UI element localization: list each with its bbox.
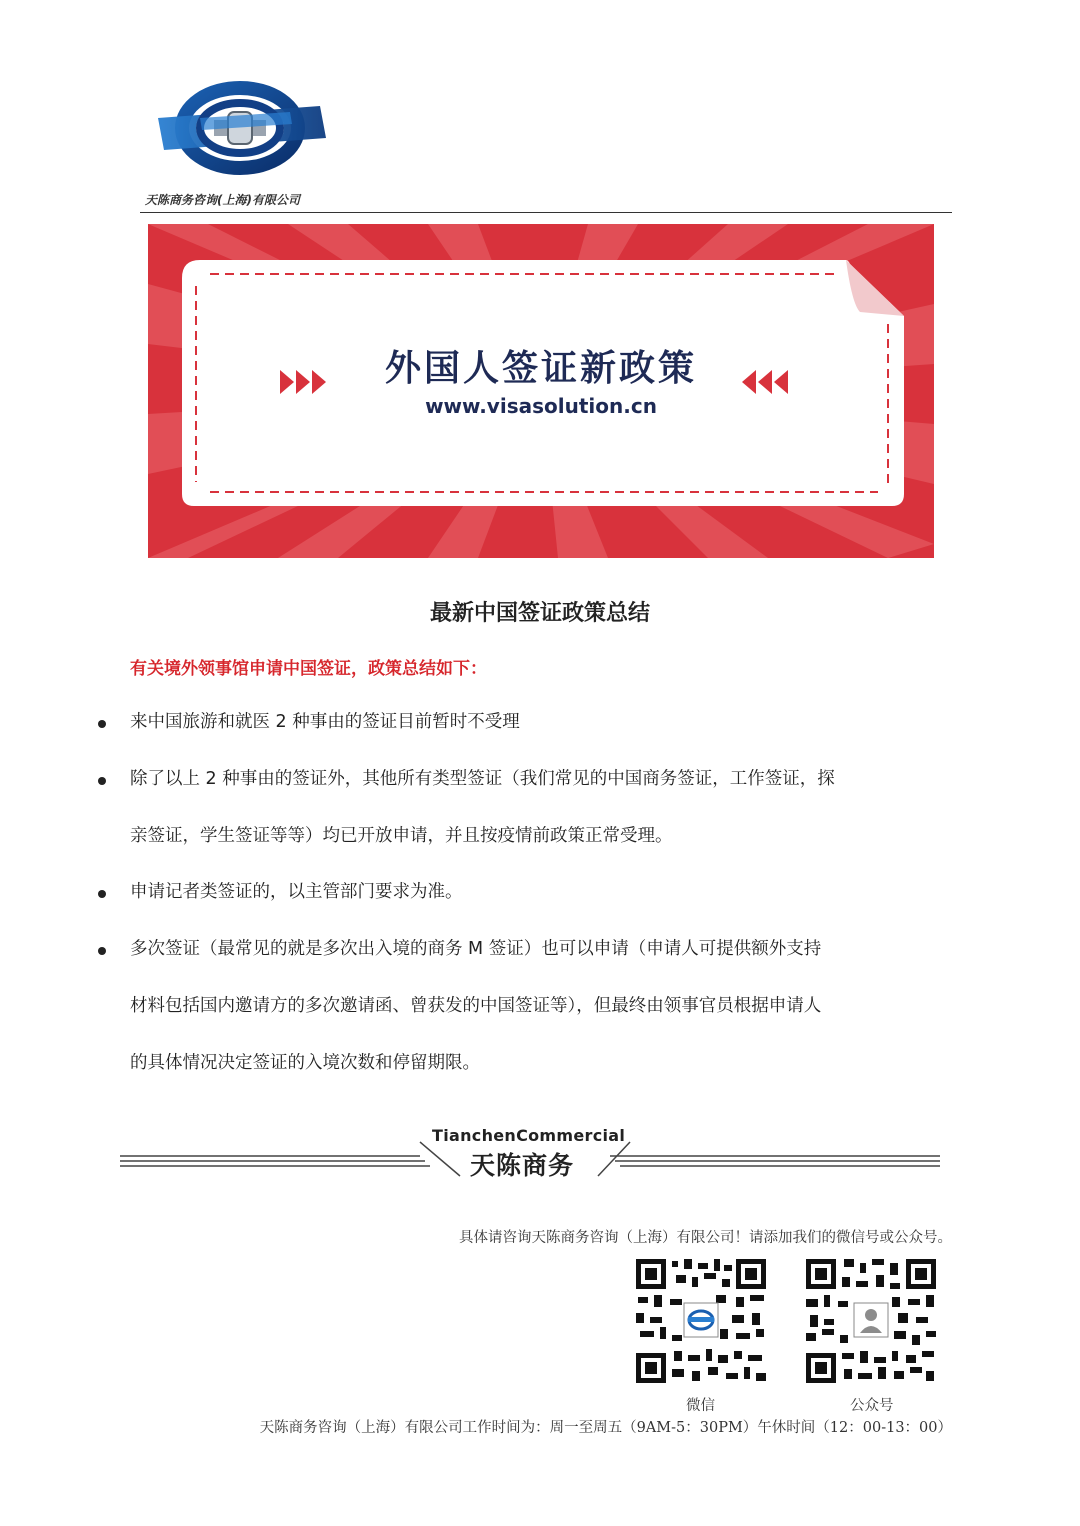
working-hours: 天陈商务咨询（上海）有限公司工作时间为：周一至周五（9AM-5：30PM）午休时间（12：00-13：00） (259, 1420, 952, 1436)
policy-banner (148, 224, 934, 558)
bullet-item-1 (130, 694, 952, 751)
header-divider (140, 212, 952, 213)
bullet-dot (98, 720, 106, 728)
bullet-line: 亲签证，学生签证等等）均已开放申请，并且按疫情前政策正常受理。 (130, 826, 673, 846)
company-logo (140, 78, 350, 208)
banner-url: www.visasolution.cn (425, 394, 657, 418)
bullet-line: 多次签证（最常见的就是多次出入境的商务 M 签证）也可以申请（申请人可提供额外支持 (130, 939, 822, 959)
brand-name-cn: 天陈商务 (470, 1151, 575, 1180)
bullet-dot (98, 890, 106, 898)
official-account-qr-code (802, 1255, 940, 1387)
bullet-dot (98, 947, 106, 955)
banner-title: 外国人签证新政策 (384, 347, 697, 389)
brand-name-en: TianchenCommercial (432, 1126, 626, 1145)
intro-text: 有关境外领事馆申请中国签证，政策总结如下： (130, 659, 487, 679)
document-title: 最新中国签证政策总结 (429, 601, 650, 626)
contact-note: 具体请咨询天陈商务咨询（上海）有限公司！请添加我们的微信号或公众号。 (459, 1230, 952, 1246)
wechat-qr-code (632, 1255, 770, 1387)
banner-background (148, 224, 934, 558)
bullet-line: 申请记者类签证的，以主管部门要求为准。 (130, 882, 463, 902)
bullet-line: 材料包括国内邀请方的多次邀请函、曾获发的中国签证等），但最终由领事官员根据申请人 (130, 996, 822, 1016)
bullet-item-4 (130, 921, 952, 1092)
official-account-qr-label: 公众号 (850, 1398, 894, 1414)
bullet-line: 除了以上 2 种事由的签证外，其他所有类型签证（我们常见的中国商务签证，工作签证，探 (130, 769, 835, 789)
bullet-line: 来中国旅游和就医 2 种事由的签证目前暂时不受理 (130, 712, 520, 732)
bullet-item-3 (130, 864, 952, 921)
wechat-qr-label: 微信 (686, 1398, 715, 1414)
bullet-dot (98, 777, 106, 785)
company-logo-text: 天陈商务咨询(上海)有限公司 (145, 193, 300, 207)
bullet-item-2 (130, 751, 952, 865)
bullet-line: 的具体情况决定签证的入境次数和停留期限。 (130, 1053, 480, 1073)
